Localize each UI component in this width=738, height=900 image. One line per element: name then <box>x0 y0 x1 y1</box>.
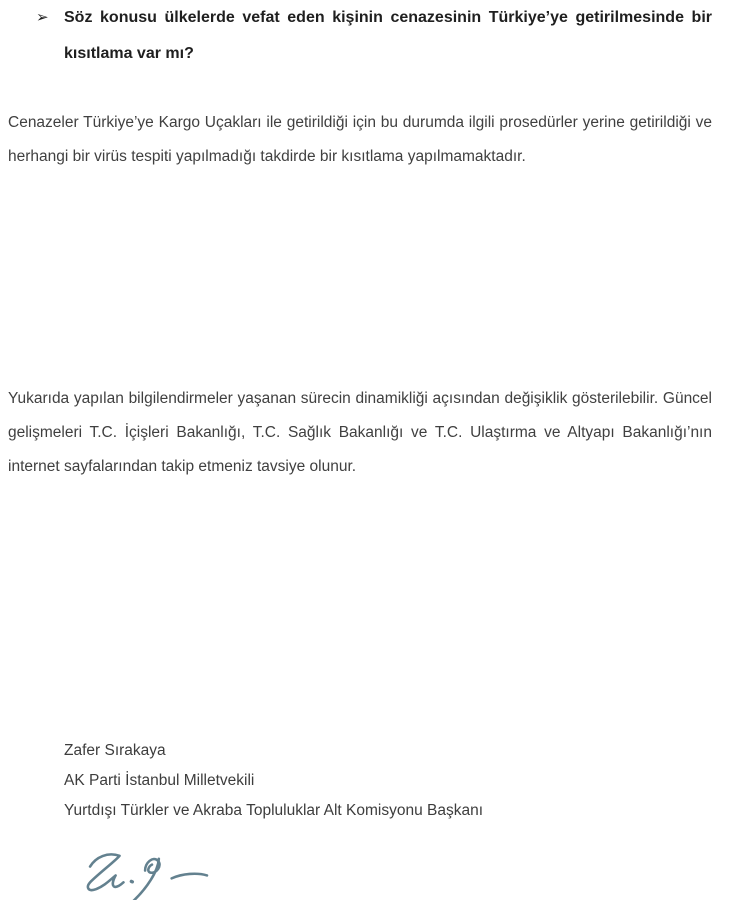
disclaimer-paragraph: Yukarıda yapılan bilgilendirmeler yaşanan sürecin dinamikliği açısından değişiklik gösterilebilir. Güncel gelişmeleri T.C. İçişleri Bakanlığı, T.C. Sağlık Bakanlığı ve T.C. Ulaştırma ve Altyapı Bakanlığı’nın internet sayfalarından takip etmeniz tavsiye olunur. <box>8 389 712 475</box>
arrow-bullet-icon: ➢ <box>36 9 49 26</box>
signature-icon <box>78 843 338 900</box>
question-text: Söz konusu ülkelerde vefat eden kişinin cenazesinin Türkiye’ye getirilmesinde bir kısıtlama var mı? <box>64 9 712 62</box>
signature-s-stroke <box>132 859 159 900</box>
handwritten-signature <box>78 843 338 900</box>
signature-block <box>64 736 712 826</box>
signatory-title: AK Parti İstanbul Milletvekili <box>64 772 255 789</box>
question-item <box>0 0 712 72</box>
signatory-name: Zafer Sırakaya <box>64 742 166 759</box>
signature-z-stroke <box>88 854 124 890</box>
signature-dash-stroke <box>172 874 207 879</box>
signatory-role: Yurtdışı Türkler ve Akraba Topluluklar Alt Komisyonu Başkanı <box>64 802 483 819</box>
answer-paragraph: Cenazeler Türkiye’ye Kargo Uçakları ile getirildiği için bu durumda ilgili prosedürler yerine getirildiği ve herhangi bir virüs tespiti yapılmadığı takdirde bir kısıtlama yapılmamaktadır. <box>8 113 712 165</box>
